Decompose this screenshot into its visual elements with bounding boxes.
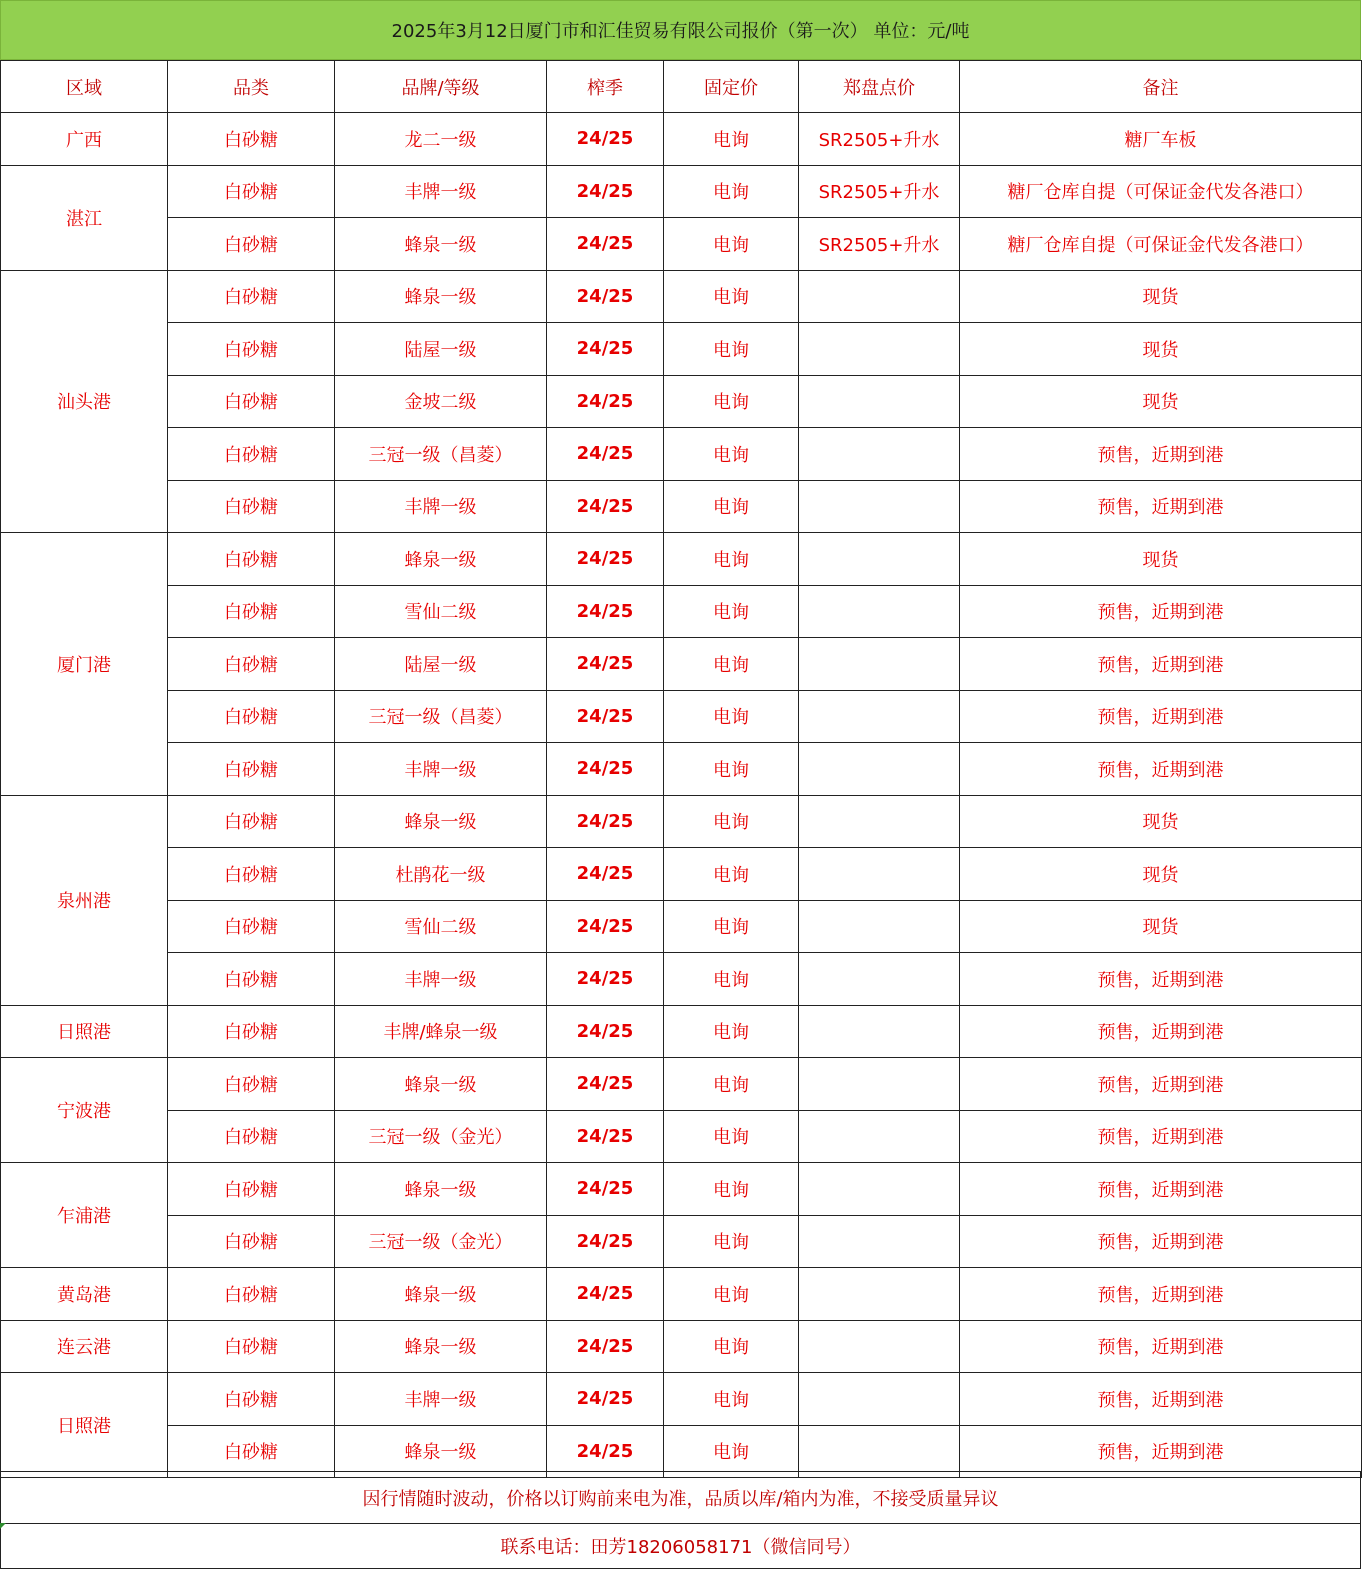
cell-season: 24/25 <box>547 1320 664 1373</box>
cell-category: 白砂糖 <box>168 1320 335 1373</box>
table-row <box>1 533 1362 586</box>
cell-season: 24/25 <box>547 690 664 743</box>
cell-category: 白砂糖 <box>168 1058 335 1111</box>
cell-futures-price <box>799 1268 960 1321</box>
cell-note: 预售，近期到港 <box>960 1425 1362 1478</box>
cell-region: 湛江 <box>1 165 168 270</box>
cell-category: 白砂糖 <box>168 1373 335 1426</box>
cell-season: 24/25 <box>547 480 664 533</box>
cell-futures-price <box>799 1425 960 1478</box>
cell-category: 白砂糖 <box>168 1005 335 1058</box>
table-row <box>1 113 1362 166</box>
cell-note: 预售，近期到港 <box>960 690 1362 743</box>
cell-futures-price <box>799 953 960 1006</box>
cell-brand: 蜂泉一级 <box>335 1163 547 1216</box>
cell-futures-price <box>799 270 960 323</box>
cell-season: 24/25 <box>547 533 664 586</box>
cell-region: 连云港 <box>1 1320 168 1373</box>
cell-season: 24/25 <box>547 953 664 1006</box>
cell-category: 白砂糖 <box>168 848 335 901</box>
cell-brand: 丰牌一级 <box>335 743 547 796</box>
table-row <box>1 1268 1362 1321</box>
cell-note: 现货 <box>960 323 1362 376</box>
cell-fixed-price: 电询 <box>664 113 799 166</box>
table-row <box>1 1005 1362 1058</box>
cell-category: 白砂糖 <box>168 165 335 218</box>
price-table <box>0 60 1362 1478</box>
cell-futures-price: SR2505+升水 <box>799 113 960 166</box>
cell-note: 现货 <box>960 795 1362 848</box>
cell-region: 黄岛港 <box>1 1268 168 1321</box>
table-row <box>1 690 1362 743</box>
cell-note: 预售，近期到港 <box>960 585 1362 638</box>
cell-season: 24/25 <box>547 795 664 848</box>
cell-note: 预售，近期到港 <box>960 953 1362 1006</box>
cell-category: 白砂糖 <box>168 218 335 271</box>
table-row <box>1 375 1362 428</box>
table-row <box>1 638 1362 691</box>
cell-season: 24/25 <box>547 638 664 691</box>
cell-brand: 蜂泉一级 <box>335 1268 547 1321</box>
cell-futures-price <box>799 690 960 743</box>
cell-category: 白砂糖 <box>168 533 335 586</box>
cell-note: 预售，近期到港 <box>960 638 1362 691</box>
cell-category: 白砂糖 <box>168 1425 335 1478</box>
cell-note: 预售，近期到港 <box>960 743 1362 796</box>
cell-fixed-price: 电询 <box>664 1163 799 1216</box>
cell-futures-price <box>799 1163 960 1216</box>
cell-season: 24/25 <box>547 113 664 166</box>
cell-corner-marker <box>0 1523 6 1529</box>
price-table-body <box>1 61 1362 1478</box>
table-row <box>1 1058 1362 1111</box>
header-season: 榨季 <box>547 61 664 113</box>
cell-note: 预售，近期到港 <box>960 1320 1362 1373</box>
cell-brand: 蜂泉一级 <box>335 533 547 586</box>
cell-brand: 龙二一级 <box>335 113 547 166</box>
cell-futures-price <box>799 1215 960 1268</box>
cell-brand: 陆屋一级 <box>335 638 547 691</box>
cell-fixed-price: 电询 <box>664 533 799 586</box>
cell-note: 现货 <box>960 533 1362 586</box>
cell-category: 白砂糖 <box>168 585 335 638</box>
cell-category: 白砂糖 <box>168 690 335 743</box>
cell-brand: 丰牌一级 <box>335 165 547 218</box>
cell-fixed-price: 电询 <box>664 323 799 376</box>
cell-futures-price <box>799 585 960 638</box>
cell-futures-price <box>799 375 960 428</box>
cell-futures-price <box>799 900 960 953</box>
table-row <box>1 848 1362 901</box>
cell-fixed-price: 电询 <box>664 480 799 533</box>
cell-note: 预售，近期到港 <box>960 1268 1362 1321</box>
cell-fixed-price: 电询 <box>664 795 799 848</box>
cell-season: 24/25 <box>547 585 664 638</box>
cell-fixed-price: 电询 <box>664 375 799 428</box>
cell-category: 白砂糖 <box>168 375 335 428</box>
cell-futures-price <box>799 480 960 533</box>
cell-fixed-price: 电询 <box>664 1110 799 1163</box>
footer-contact: 联系电话：田芳18206058171（微信同号） <box>0 1523 1361 1569</box>
cell-category: 白砂糖 <box>168 795 335 848</box>
cell-season: 24/25 <box>547 270 664 323</box>
cell-fixed-price: 电询 <box>664 585 799 638</box>
cell-season: 24/25 <box>547 1425 664 1478</box>
cell-season: 24/25 <box>547 1268 664 1321</box>
cell-season: 24/25 <box>547 1110 664 1163</box>
cell-brand: 丰牌一级 <box>335 480 547 533</box>
cell-fixed-price: 电询 <box>664 1373 799 1426</box>
cell-note: 现货 <box>960 900 1362 953</box>
header-fixed-price: 固定价 <box>664 61 799 113</box>
cell-season: 24/25 <box>547 218 664 271</box>
header-category: 品类 <box>168 61 335 113</box>
cell-category: 白砂糖 <box>168 638 335 691</box>
cell-note: 预售，近期到港 <box>960 1005 1362 1058</box>
table-row <box>1 270 1362 323</box>
cell-category: 白砂糖 <box>168 1163 335 1216</box>
cell-season: 24/25 <box>547 428 664 481</box>
cell-brand: 三冠一级（金光） <box>335 1215 547 1268</box>
cell-season: 24/25 <box>547 743 664 796</box>
cell-brand: 金坡二级 <box>335 375 547 428</box>
cell-futures-price <box>799 795 960 848</box>
cell-brand: 丰牌/蜂泉一级 <box>335 1005 547 1058</box>
cell-category: 白砂糖 <box>168 1215 335 1268</box>
table-row <box>1 480 1362 533</box>
cell-region: 宁波港 <box>1 1058 168 1163</box>
cell-category: 白砂糖 <box>168 480 335 533</box>
cell-season: 24/25 <box>547 900 664 953</box>
cell-note: 糖厂仓库自提（可保证金代发各港口） <box>960 165 1362 218</box>
cell-futures-price <box>799 743 960 796</box>
table-row <box>1 1215 1362 1268</box>
cell-region: 汕头港 <box>1 270 168 533</box>
table-row <box>1 585 1362 638</box>
cell-note: 糖厂仓库自提（可保证金代发各港口） <box>960 218 1362 271</box>
footer-disclaimer: 因行情随时波动，价格以订购前来电为准，品质以库/箱内为准，不接受质量异议 <box>0 1471 1361 1524</box>
cell-futures-price <box>799 848 960 901</box>
cell-note: 预售，近期到港 <box>960 1373 1362 1426</box>
cell-brand: 三冠一级（金光） <box>335 1110 547 1163</box>
cell-fixed-price: 电询 <box>664 1268 799 1321</box>
table-row <box>1 900 1362 953</box>
sheet-title: 2025年3月12日厦门市和汇佳贸易有限公司报价（第一次） 单位：元/吨 <box>0 0 1361 60</box>
cell-futures-price <box>799 323 960 376</box>
cell-category: 白砂糖 <box>168 270 335 323</box>
cell-region: 日照港 <box>1 1005 168 1058</box>
cell-region: 乍浦港 <box>1 1163 168 1268</box>
cell-brand: 蜂泉一级 <box>335 1320 547 1373</box>
cell-fixed-price: 电询 <box>664 1215 799 1268</box>
cell-fixed-price: 电询 <box>664 848 799 901</box>
cell-brand: 蜂泉一级 <box>335 1425 547 1478</box>
cell-brand: 雪仙二级 <box>335 900 547 953</box>
cell-note: 预售，近期到港 <box>960 480 1362 533</box>
cell-fixed-price: 电询 <box>664 690 799 743</box>
table-row <box>1 1163 1362 1216</box>
cell-futures-price <box>799 1005 960 1058</box>
cell-futures-price <box>799 638 960 691</box>
cell-futures-price <box>799 533 960 586</box>
cell-fixed-price: 电询 <box>664 165 799 218</box>
cell-futures-price: SR2505+升水 <box>799 165 960 218</box>
cell-category: 白砂糖 <box>168 323 335 376</box>
cell-brand: 蜂泉一级 <box>335 1058 547 1111</box>
cell-fixed-price: 电询 <box>664 270 799 323</box>
cell-futures-price <box>799 1110 960 1163</box>
table-row <box>1 1320 1362 1373</box>
table-row <box>1 165 1362 218</box>
cell-futures-price <box>799 1058 960 1111</box>
cell-note: 预售，近期到港 <box>960 1163 1362 1216</box>
cell-category: 白砂糖 <box>168 1268 335 1321</box>
cell-category: 白砂糖 <box>168 743 335 796</box>
cell-futures-price <box>799 1373 960 1426</box>
table-row <box>1 323 1362 376</box>
cell-category: 白砂糖 <box>168 900 335 953</box>
cell-note: 现货 <box>960 375 1362 428</box>
cell-brand: 蜂泉一级 <box>335 795 547 848</box>
header-region: 区域 <box>1 61 168 113</box>
cell-region: 厦门港 <box>1 533 168 796</box>
cell-category: 白砂糖 <box>168 953 335 1006</box>
table-row <box>1 1373 1362 1426</box>
cell-fixed-price: 电询 <box>664 428 799 481</box>
cell-note: 预售，近期到港 <box>960 1110 1362 1163</box>
cell-season: 24/25 <box>547 1058 664 1111</box>
header-note: 备注 <box>960 61 1362 113</box>
table-row <box>1 428 1362 481</box>
header-row <box>1 61 1362 113</box>
cell-region: 广西 <box>1 113 168 166</box>
cell-fixed-price: 电询 <box>664 1320 799 1373</box>
table-row <box>1 1110 1362 1163</box>
cell-brand: 蜂泉一级 <box>335 270 547 323</box>
cell-region: 泉州港 <box>1 795 168 1005</box>
cell-season: 24/25 <box>547 165 664 218</box>
cell-fixed-price: 电询 <box>664 1005 799 1058</box>
cell-brand: 丰牌一级 <box>335 953 547 1006</box>
cell-fixed-price: 电询 <box>664 1425 799 1478</box>
header-brand: 品牌/等级 <box>335 61 547 113</box>
header-futures-price: 郑盘点价 <box>799 61 960 113</box>
cell-region: 日照港 <box>1 1373 168 1478</box>
cell-category: 白砂糖 <box>168 113 335 166</box>
cell-brand: 杜鹃花一级 <box>335 848 547 901</box>
cell-season: 24/25 <box>547 1163 664 1216</box>
cell-season: 24/25 <box>547 1005 664 1058</box>
cell-season: 24/25 <box>547 323 664 376</box>
cell-fixed-price: 电询 <box>664 743 799 796</box>
table-row <box>1 1425 1362 1478</box>
cell-note: 预售，近期到港 <box>960 428 1362 481</box>
cell-note: 现货 <box>960 270 1362 323</box>
cell-brand: 蜂泉一级 <box>335 218 547 271</box>
cell-futures-price <box>799 1320 960 1373</box>
cell-brand: 雪仙二级 <box>335 585 547 638</box>
cell-season: 24/25 <box>547 1215 664 1268</box>
cell-category: 白砂糖 <box>168 428 335 481</box>
cell-note: 预售，近期到港 <box>960 1215 1362 1268</box>
table-row <box>1 795 1362 848</box>
cell-note: 糖厂车板 <box>960 113 1362 166</box>
cell-fixed-price: 电询 <box>664 1058 799 1111</box>
cell-fixed-price: 电询 <box>664 638 799 691</box>
cell-season: 24/25 <box>547 848 664 901</box>
cell-season: 24/25 <box>547 375 664 428</box>
cell-brand: 三冠一级（昌菱） <box>335 428 547 481</box>
cell-category: 白砂糖 <box>168 1110 335 1163</box>
table-row <box>1 743 1362 796</box>
cell-season: 24/25 <box>547 1373 664 1426</box>
cell-brand: 三冠一级（昌菱） <box>335 690 547 743</box>
cell-note: 预售，近期到港 <box>960 1058 1362 1111</box>
cell-brand: 丰牌一级 <box>335 1373 547 1426</box>
cell-fixed-price: 电询 <box>664 900 799 953</box>
cell-fixed-price: 电询 <box>664 953 799 1006</box>
cell-note: 现货 <box>960 848 1362 901</box>
table-row <box>1 953 1362 1006</box>
table-row <box>1 218 1362 271</box>
cell-futures-price: SR2505+升水 <box>799 218 960 271</box>
cell-futures-price <box>799 428 960 481</box>
cell-fixed-price: 电询 <box>664 218 799 271</box>
cell-brand: 陆屋一级 <box>335 323 547 376</box>
